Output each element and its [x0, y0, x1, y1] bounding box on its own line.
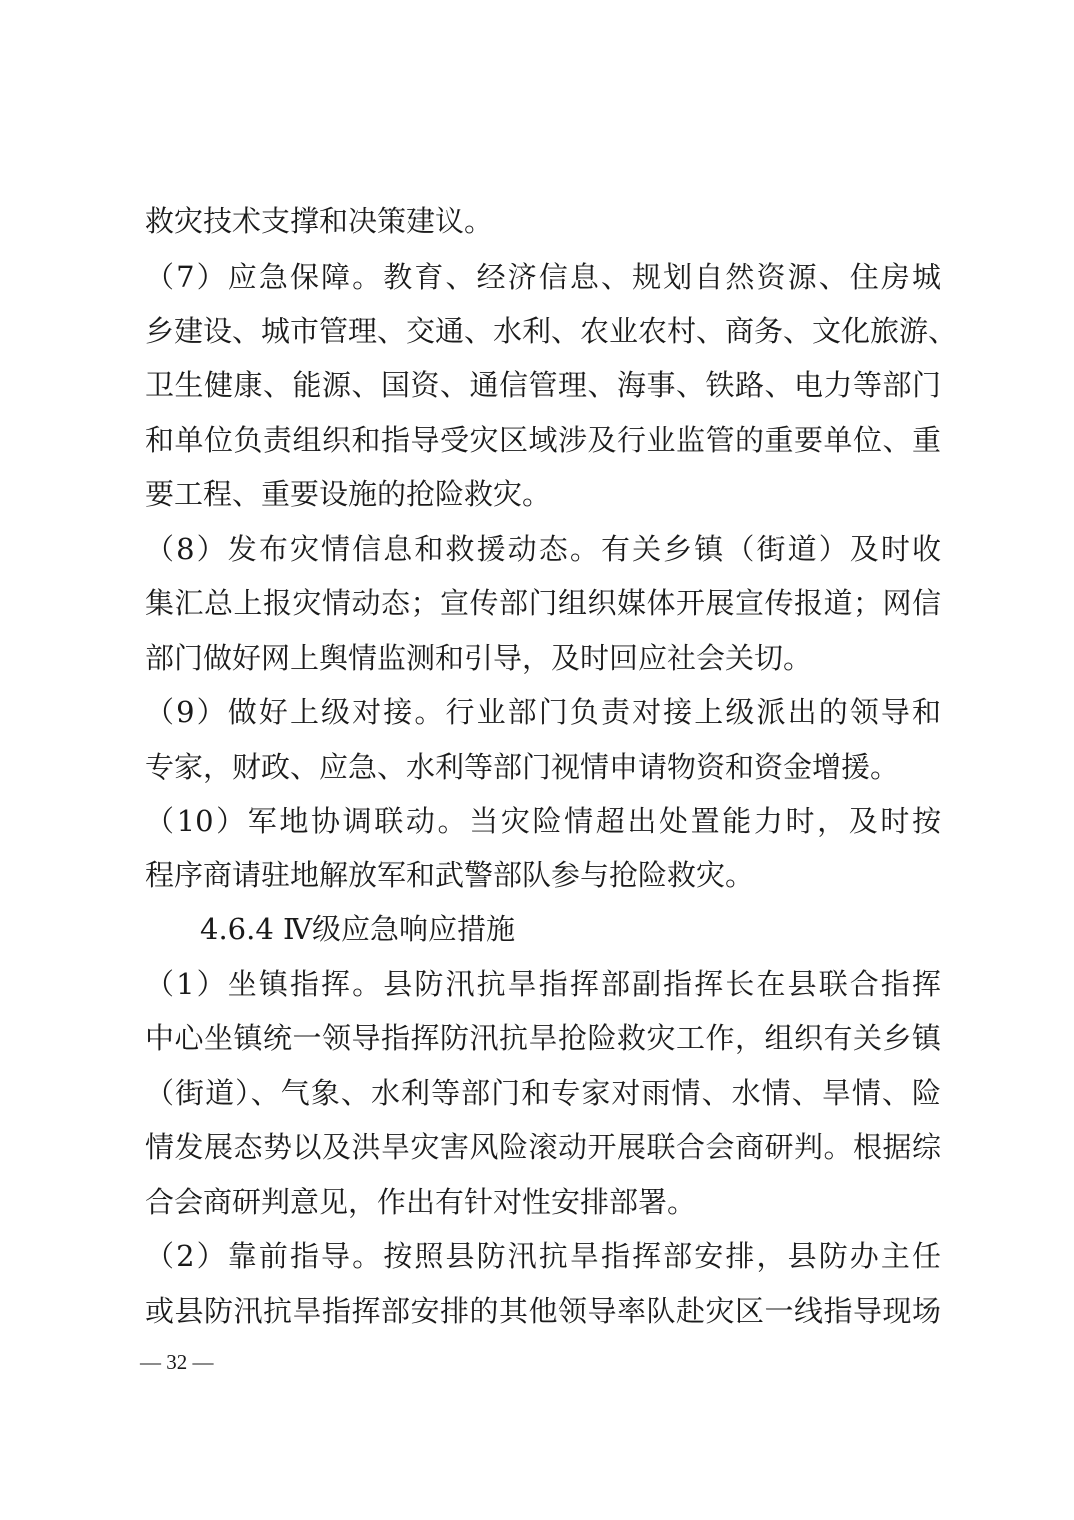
text-line-9: 部门做好网上舆情监测和引导，及时回应社会关切。 [145, 641, 813, 675]
text-line-7: （8）发布灾情信息和救援动态。有关乡镇（街道）及时收 [145, 532, 941, 566]
text-line-3: 乡建设、城市管理、交通、水利、农业农村、商务、文化旅游、 [145, 314, 958, 348]
text-line-16: 中心坐镇统一领导指挥防汛抗旱抢险救灾工作，组织有关乡镇 [145, 1021, 941, 1055]
text-line-17: （街道）、气象、水利等部门和专家对雨情、水情、旱情、险 [145, 1076, 941, 1110]
text-line-12: （10）军地协调联动。当灾险情超出处置能力时，及时按 [145, 804, 941, 838]
text-line-20: （2）靠前指导。按照县防汛抗旱指挥部安排，县防办主任 [145, 1239, 941, 1273]
text-line-11: 专家，财政、应急、水利等部门视情申请物资和资金增援。 [145, 750, 900, 784]
text-line-21: 或县防汛抗旱指挥部安排的其他领导率队赴灾区一线指导现场 [145, 1294, 941, 1328]
page-number: — 32 — [140, 1350, 214, 1374]
text-line-5: 和单位负责组织和指导受灾区域涉及行业监管的重要单位、重 [145, 423, 941, 457]
text-line-2: （7）应急保障。教育、经济信息、规划自然资源、住房城 [145, 260, 941, 294]
text-line-6: 要工程、重要设施的抢险救灾。 [145, 477, 552, 511]
text-line-15: （1）坐镇指挥。县防汛抗旱指挥部副指挥长在县联合指挥 [145, 967, 941, 1001]
text-line-18: 情发展态势以及洪旱灾害风险滚动开展联合会商研判。根据综 [145, 1130, 941, 1164]
text-line-19: 合会商研判意见，作出有针对性安排部署。 [145, 1185, 697, 1219]
text-line-10: （9）做好上级对接。行业部门负责对接上级派出的领导和 [145, 695, 941, 729]
text-line-4: 卫生健康、能源、国资、通信管理、海事、铁路、电力等部门 [145, 368, 941, 402]
text-line-13: 程序商请驻地解放军和武警部队参与抢险救灾。 [145, 858, 755, 892]
text-line-8: 集汇总上报灾情动态；宣传部门组织媒体开展宣传报道；网信 [145, 586, 941, 620]
text-line-1: 救灾技术支撑和决策建议。 [145, 204, 494, 238]
section-heading: 4.6.4 Ⅳ级应急响应措施 [200, 912, 515, 946]
